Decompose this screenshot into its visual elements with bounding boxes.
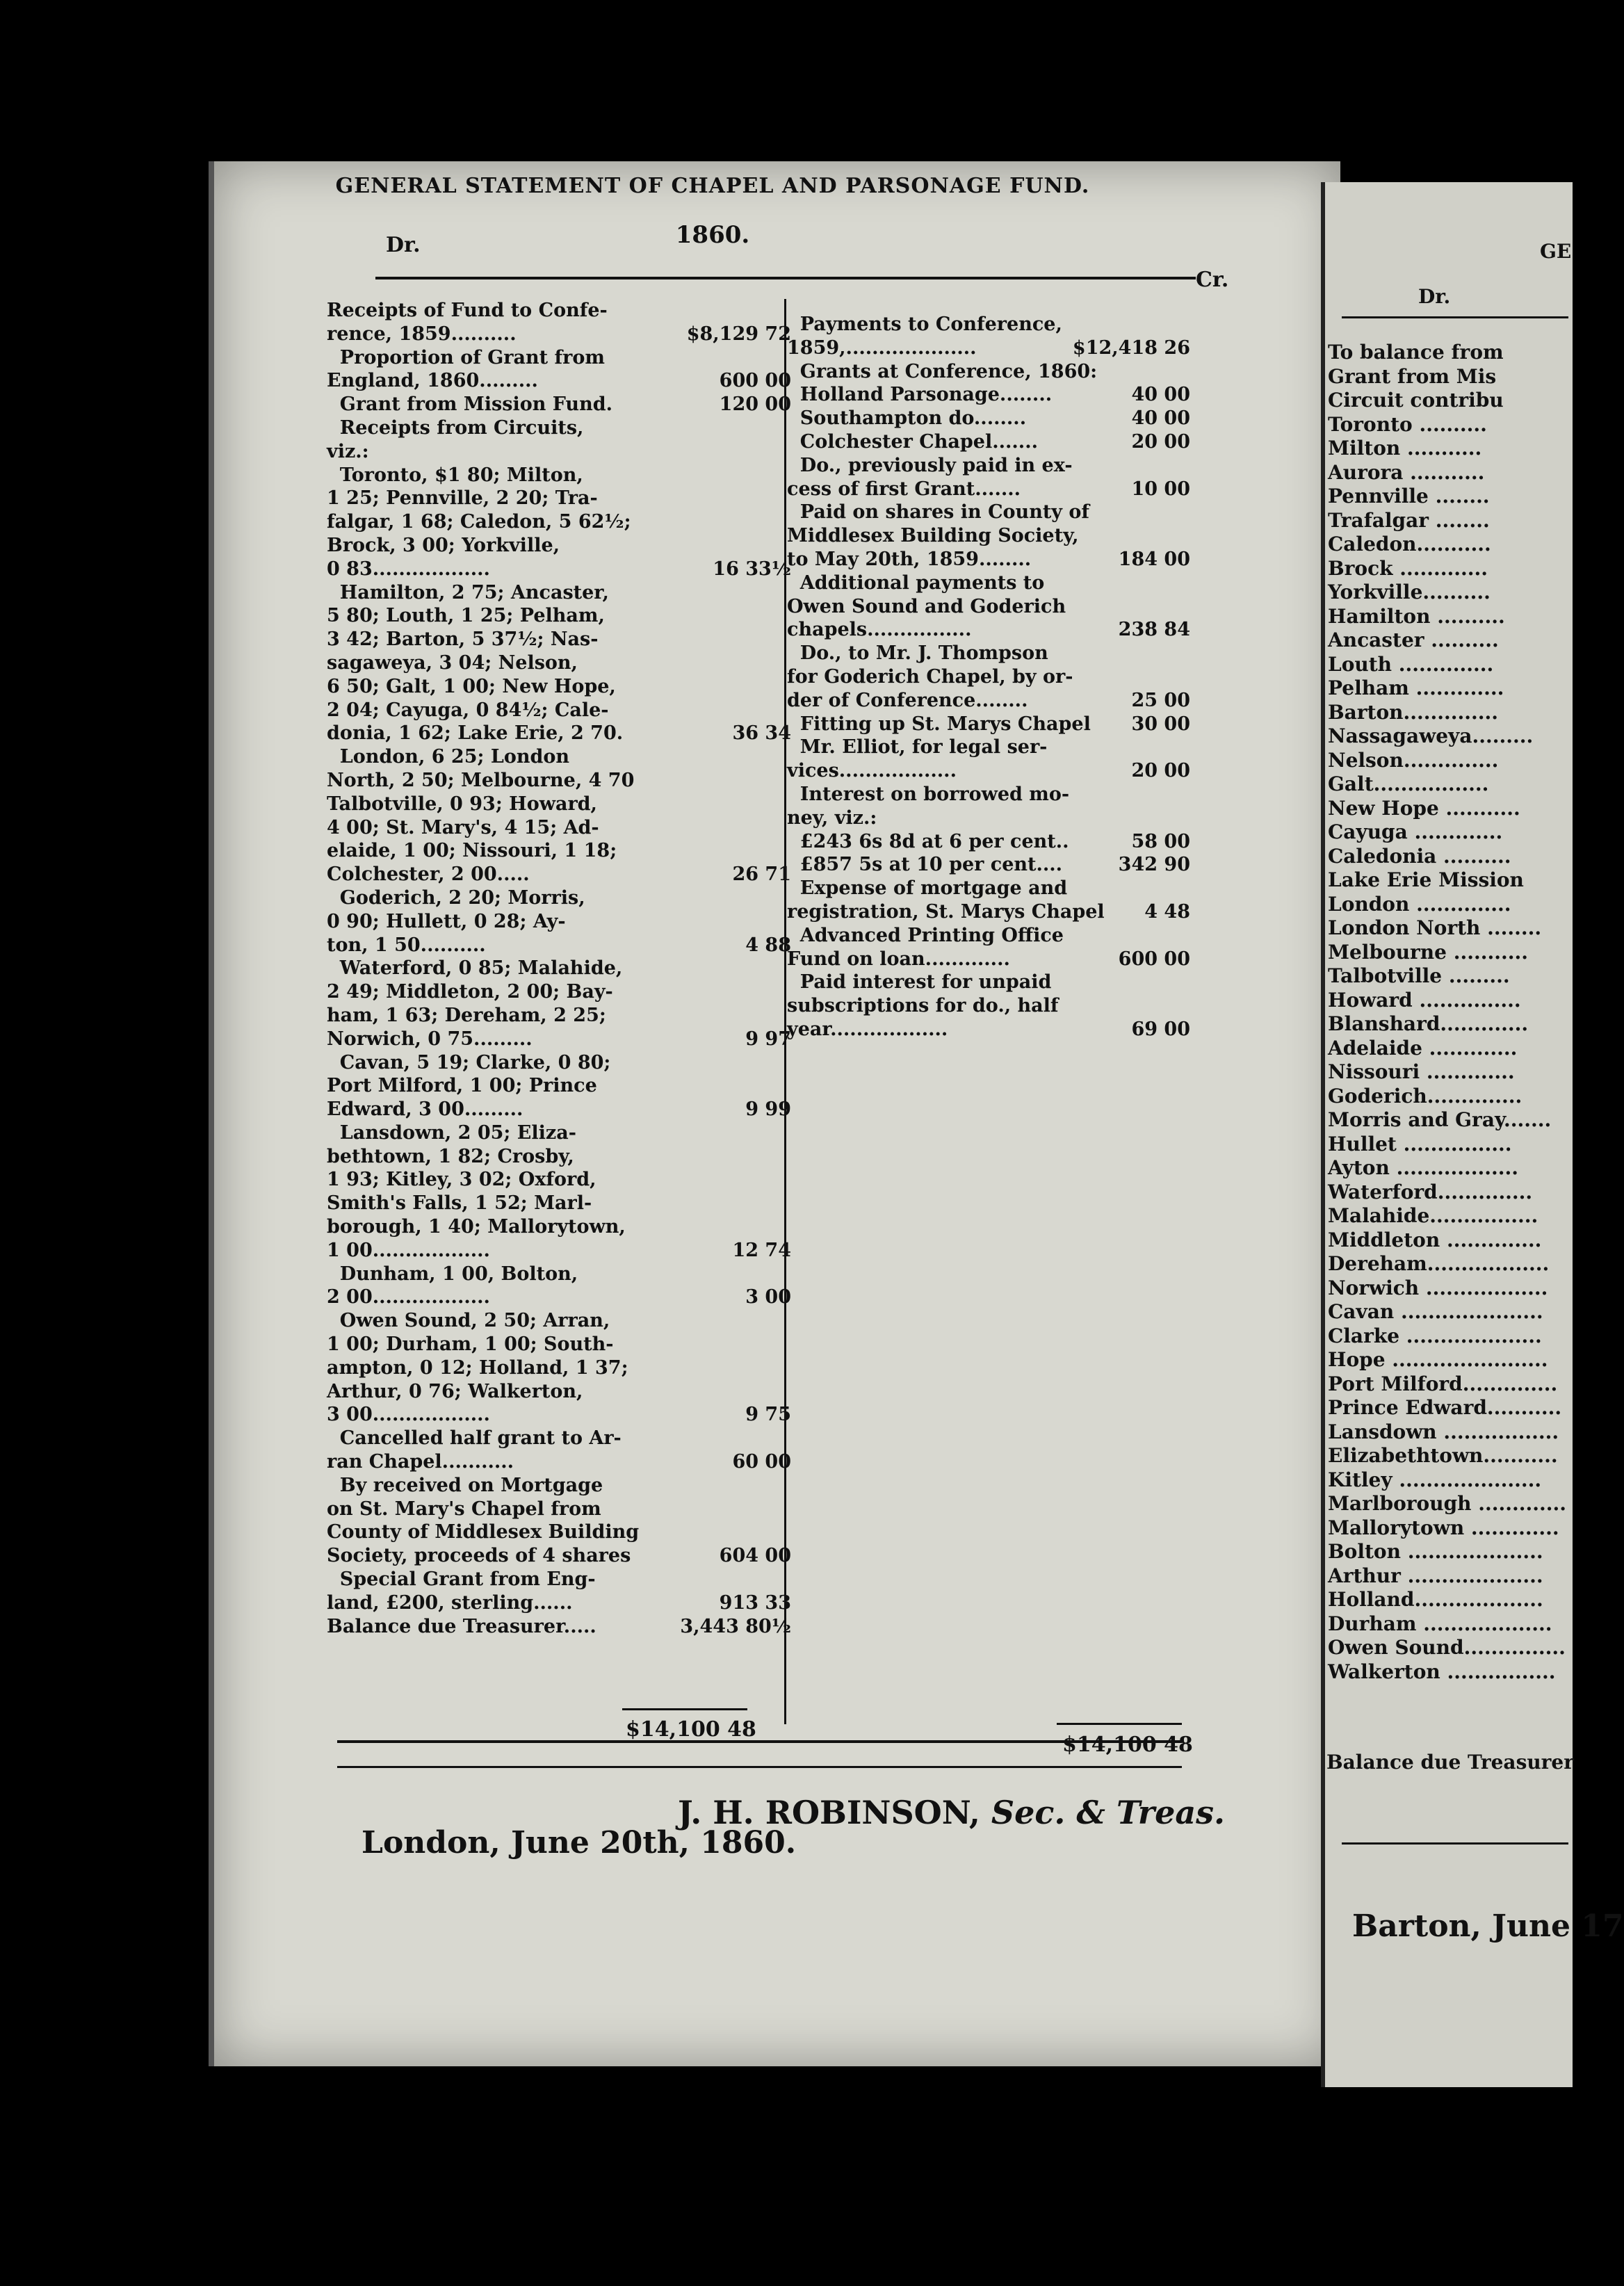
entry-text: Do., previously paid in ex- xyxy=(787,454,1073,476)
ledger-line xyxy=(327,1192,791,1215)
entry-text: year.................. xyxy=(787,1018,948,1040)
entry-amount: 3 00 xyxy=(745,1286,791,1308)
ledger-line xyxy=(327,299,791,323)
next-page-item: Pelham ............. xyxy=(1328,676,1504,699)
ledger-line xyxy=(327,1168,791,1192)
entry-text: Grants at Conference, 1860: xyxy=(787,360,1098,382)
next-page-item: Holland................... xyxy=(1328,1588,1543,1611)
ledger-line xyxy=(327,1098,791,1121)
entry-amount: 342 90 xyxy=(1118,854,1190,876)
entry-text: Receipts from Circuits, xyxy=(327,416,584,439)
entry-text: 3 00.................. xyxy=(327,1404,490,1426)
right-total-rule xyxy=(1057,1723,1182,1725)
ledger-line xyxy=(787,572,1190,595)
entry-amount: $12,418 26 xyxy=(1072,337,1190,359)
entry-text: Southampton do........ xyxy=(787,407,1027,430)
entry-text: ton, 1 50.......... xyxy=(327,934,486,956)
ledger-line xyxy=(787,313,1190,337)
entry-text: on St. Mary's Chapel from xyxy=(327,1498,601,1520)
ledger-line xyxy=(787,430,1190,454)
entry-text: Norwich, 0 75......... xyxy=(327,1028,533,1050)
ledger-line xyxy=(327,1521,791,1544)
entry-text: ampton, 0 12; Holland, 1 37; xyxy=(327,1356,628,1379)
ledger-line xyxy=(327,1356,791,1380)
ledger-line xyxy=(327,1333,791,1356)
ledger-line xyxy=(787,478,1190,501)
next-page-item: Milton ........... xyxy=(1328,437,1482,460)
entry-amount: 600 00 xyxy=(719,370,791,392)
entry-text: 0 90; Hullett, 0 28; Ay- xyxy=(327,910,566,932)
entry-text: Middlesex Building Society, xyxy=(787,525,1079,547)
ledger-line xyxy=(787,642,1190,665)
entry-text: Proportion of Grant from xyxy=(327,346,605,368)
ledger-line xyxy=(327,1309,791,1333)
ledger-line xyxy=(787,407,1190,430)
ledger-line xyxy=(327,510,791,534)
ledger-line xyxy=(327,1450,791,1474)
entry-text: London, 6 25; London xyxy=(327,746,570,768)
entry-text: Owen Sound, 2 50; Arran, xyxy=(327,1310,610,1332)
entry-amount: 238 84 xyxy=(1118,619,1190,641)
ledger-line xyxy=(787,830,1190,854)
ledger-line xyxy=(327,1544,791,1568)
next-page-item: Owen Sound............... xyxy=(1328,1636,1566,1659)
entry-amount: 40 00 xyxy=(1131,407,1190,430)
next-page-item: Middleton .............. xyxy=(1328,1228,1542,1251)
ledger-line xyxy=(787,454,1190,478)
ledger-line xyxy=(327,581,791,605)
next-page-item: Marlborough ............. xyxy=(1328,1492,1566,1515)
entry-text: der of Conference........ xyxy=(787,689,1028,711)
entry-amount: 4 48 xyxy=(1144,900,1190,923)
entry-text: Balance due Treasurer..... xyxy=(327,1615,596,1637)
ledger-line xyxy=(787,501,1190,524)
next-page-item: Caledon........... xyxy=(1328,533,1491,556)
next-page-item: Talbotville ......... xyxy=(1328,964,1510,987)
statement-year: 1860. xyxy=(675,221,750,249)
debit-label: Dr. xyxy=(386,233,421,257)
ledger-line xyxy=(327,886,791,910)
ledger-line xyxy=(327,1498,791,1521)
ledger-line xyxy=(787,524,1190,548)
entry-text: for Goderich Chapel, by or- xyxy=(787,665,1073,688)
entry-text: to May 20th, 1859........ xyxy=(787,548,1032,570)
ledger-line xyxy=(787,994,1190,1018)
credit-total: $14,100 48 xyxy=(1062,1733,1193,1757)
left-total-rule xyxy=(622,1708,747,1710)
ledger-line xyxy=(327,487,791,510)
ledger-line xyxy=(787,900,1190,924)
ledger-line xyxy=(327,957,791,980)
entry-text: Waterford, 0 85; Malahide, xyxy=(327,957,623,980)
entry-text: chapels................ xyxy=(787,619,972,641)
ledger-line xyxy=(327,1615,791,1639)
entry-amount: 3,443 80½ xyxy=(680,1615,791,1637)
ledger-line xyxy=(787,337,1190,360)
entry-amount: 4 88 xyxy=(745,934,791,956)
ledger-line xyxy=(327,628,791,651)
entry-text: ney, viz.: xyxy=(787,806,877,829)
ledger-line xyxy=(327,910,791,934)
next-page-item: London .............. xyxy=(1328,892,1511,916)
ledger-line xyxy=(327,346,791,370)
entry-text: Society, proceeds of 4 shares xyxy=(327,1545,631,1567)
entry-text: Fitting up St. Marys Chapel xyxy=(787,713,1091,735)
ledger-line xyxy=(787,595,1190,619)
ledger-line xyxy=(327,1051,791,1075)
entry-text: 0 83.................. xyxy=(327,558,490,580)
signature-title: Sec. & Treas. xyxy=(991,1794,1226,1831)
entry-text: 4 00; St. Mary's, 4 15; Ad- xyxy=(327,816,599,838)
entry-text: Smith's Falls, 1 52; Marl- xyxy=(327,1192,592,1215)
credit-column xyxy=(787,313,1190,1041)
next-page-item: Caledonia .......... xyxy=(1328,844,1511,868)
entry-text: viz.: xyxy=(327,440,369,462)
entry-text: Brock, 3 00; Yorkville, xyxy=(327,534,560,556)
entry-text: Colchester, 2 00..... xyxy=(327,864,530,886)
entry-amount: 9 99 xyxy=(745,1099,791,1121)
next-page-item: Grant from Mis xyxy=(1328,364,1497,388)
entry-text: Holland Parsonage........ xyxy=(787,384,1053,406)
entry-text: cess of first Grant....... xyxy=(787,478,1021,500)
entry-amount: 36 34 xyxy=(732,722,791,745)
next-page-item: New Hope ........... xyxy=(1328,796,1520,820)
entry-amount: 9 97 xyxy=(745,1028,791,1050)
entry-text: Payments to Conference, xyxy=(787,314,1062,335)
entry-text: Edward, 3 00......... xyxy=(327,1099,523,1121)
entry-text: Paid interest for unpaid xyxy=(787,971,1052,994)
next-page-item: Melbourne ........... xyxy=(1328,940,1528,964)
entry-text: rence, 1859.......... xyxy=(327,323,517,345)
entry-text: By received on Mortgage xyxy=(327,1474,603,1496)
entry-amount: 69 00 xyxy=(1131,1018,1190,1040)
entry-amount: 20 00 xyxy=(1131,760,1190,782)
ledger-line xyxy=(787,1018,1190,1041)
entry-text: Cavan, 5 19; Clarke, 0 80; xyxy=(327,1051,611,1073)
next-page-item: Toronto .......... xyxy=(1328,412,1487,436)
ledger-line xyxy=(787,783,1190,806)
entry-amount: 12 74 xyxy=(732,1239,791,1261)
entry-text: ham, 1 63; Dereham, 2 25; xyxy=(327,1004,606,1026)
entry-text: land, £200, sterling...... xyxy=(327,1591,573,1614)
next-page-item: Waterford.............. xyxy=(1328,1180,1533,1203)
next-page-item: Cayuga ............. xyxy=(1328,820,1503,843)
entry-text: Dunham, 1 00, Bolton, xyxy=(327,1263,578,1285)
ledger-line xyxy=(327,839,791,863)
ledger-line xyxy=(327,651,791,675)
entry-text: Mr. Elliot, for legal ser- xyxy=(787,736,1048,759)
ledger-line xyxy=(327,863,791,886)
ledger-line xyxy=(787,548,1190,572)
next-page-item: Walkerton ................ xyxy=(1328,1660,1556,1683)
next-page-item: Lansdown ................. xyxy=(1328,1420,1559,1443)
ledger-line xyxy=(327,980,791,1004)
next-page-item: Elizabethtown........... xyxy=(1328,1444,1558,1467)
next-page-item: Pennville ........ xyxy=(1328,485,1490,508)
ledger-line xyxy=(327,323,791,346)
next-page-item: Hamilton .......... xyxy=(1328,604,1505,628)
next-page-item: Kitley ..................... xyxy=(1328,1468,1542,1491)
entry-text: 1859,.................... xyxy=(787,337,977,359)
next-page-item: Nassagaweya......... xyxy=(1328,724,1534,747)
entry-text: 1 00; Durham, 1 00; South- xyxy=(327,1334,614,1356)
next-page-date: Barton, June 17 xyxy=(1352,1908,1624,1944)
next-page-item: To balance from xyxy=(1328,341,1504,364)
ledger-line xyxy=(787,736,1190,759)
entry-amount: 26 71 xyxy=(732,864,791,886)
ledger-line xyxy=(327,369,791,393)
entry-text: elaide, 1 00; Nissouri, 1 18; xyxy=(327,840,617,862)
next-page-item: Durham ................... xyxy=(1328,1612,1552,1635)
ledger-line xyxy=(327,1263,791,1286)
entry-text: Owen Sound and Goderich xyxy=(787,595,1066,617)
entry-text: £243 6s 8d at 6 per cent.. xyxy=(787,830,1069,852)
entry-amount: 16 33½ xyxy=(713,558,791,580)
ledger-line xyxy=(787,759,1190,783)
ledger-line xyxy=(327,1121,791,1145)
next-page-list xyxy=(1328,341,1568,1684)
entry-amount: $8,129 72 xyxy=(686,323,791,345)
entry-text: 2 04; Cayuga, 0 84½; Cale- xyxy=(327,699,609,721)
entry-text: Fund on loan............. xyxy=(787,948,1010,970)
next-page-item: Ayton .................. xyxy=(1328,1156,1519,1179)
next-page-item: Port Milford.............. xyxy=(1328,1372,1558,1395)
entry-text: Expense of mortgage and xyxy=(787,877,1068,900)
entry-text: 1 93; Kitley, 3 02; Oxford, xyxy=(327,1169,596,1191)
next-page-item: Hullet ................ xyxy=(1328,1132,1512,1156)
entry-amount: 10 00 xyxy=(1131,478,1190,500)
next-page-item: Trafalgar ........ xyxy=(1328,508,1490,532)
next-page-item: Galt................. xyxy=(1328,772,1489,795)
next-page-item: Barton.............. xyxy=(1328,700,1498,724)
next-page-item: Aurora ........... xyxy=(1328,460,1485,484)
ledger-line xyxy=(327,1145,791,1169)
entry-text: Receipts of Fund to Confe- xyxy=(327,300,608,321)
entry-amount: 40 00 xyxy=(1131,384,1190,406)
next-page-item: Prince Edward........... xyxy=(1328,1396,1562,1419)
entry-text: sagaweya, 3 04; Nelson, xyxy=(327,651,578,674)
next-page-item: Hope ....................... xyxy=(1328,1348,1548,1371)
ledger-line xyxy=(327,416,791,440)
debit-total: $14,100 48 xyxy=(626,1717,756,1742)
ledger-line xyxy=(327,1239,791,1263)
next-page-debit-label: Dr. xyxy=(1418,285,1451,308)
ledger-line xyxy=(327,1028,791,1051)
entry-amount: 604 00 xyxy=(719,1545,791,1567)
next-page-item: Norwich .................. xyxy=(1328,1276,1548,1299)
next-page-balance: Balance due Treasurer xyxy=(1326,1751,1575,1774)
entry-text: 2 49; Middleton, 2 00; Bay- xyxy=(327,981,613,1003)
next-page-item: Nissouri ............. xyxy=(1328,1060,1515,1083)
ledger-line xyxy=(787,713,1190,736)
ledger-line xyxy=(327,1474,791,1498)
ledger-line xyxy=(787,806,1190,830)
next-page-item: Ancaster .......... xyxy=(1328,629,1499,651)
next-page-footer-rule xyxy=(1342,1842,1568,1845)
next-page-item: Blanshard............. xyxy=(1328,1012,1529,1035)
ledger-line xyxy=(327,1403,791,1427)
footer-rule xyxy=(337,1740,1182,1743)
entry-text: vices.................. xyxy=(787,760,957,782)
entry-text: Hamilton, 2 75; Ancaster, xyxy=(327,581,609,603)
ledger-line xyxy=(327,699,791,722)
ledger-line xyxy=(327,1427,791,1450)
ledger-line xyxy=(327,675,791,699)
entry-text: falgar, 1 68; Caledon, 5 62½; xyxy=(327,511,631,533)
ledger-line xyxy=(327,745,791,769)
next-page-item: Brock ............. xyxy=(1328,556,1488,580)
entry-amount: 60 00 xyxy=(732,1451,791,1473)
ledger-line xyxy=(787,971,1190,994)
entry-amount: 600 00 xyxy=(1118,948,1190,970)
next-page-item: Howard ............... xyxy=(1328,988,1521,1012)
ledger-line xyxy=(327,769,791,793)
next-page-item: Mallorytown ............. xyxy=(1328,1516,1559,1539)
next-page-item: Arthur .................... xyxy=(1328,1564,1543,1587)
entry-amount: 184 00 xyxy=(1118,548,1190,570)
ledger-line xyxy=(787,853,1190,877)
debit-column xyxy=(327,299,791,1638)
ledger-line xyxy=(327,1591,791,1615)
next-page-item: Morris and Gray....... xyxy=(1328,1108,1552,1131)
ledger-line xyxy=(327,816,791,840)
entry-text: 5 80; Louth, 1 25; Pelham, xyxy=(327,605,605,627)
entry-text: Paid on shares in County of xyxy=(787,501,1090,524)
header-rule xyxy=(375,277,1196,279)
next-page-item: Malahide................ xyxy=(1328,1204,1538,1227)
signature-name: J. H. ROBINSON, xyxy=(678,1794,980,1831)
ledger-line xyxy=(787,689,1190,713)
entry-amount: 120 00 xyxy=(719,394,791,416)
entry-text: donia, 1 62; Lake Erie, 2 70. xyxy=(327,722,624,745)
next-page-item: Circuit contribu xyxy=(1328,389,1504,412)
next-page-item: Yorkville.......... xyxy=(1328,581,1491,603)
ledger-line xyxy=(327,1286,791,1309)
entry-amount: 9 75 xyxy=(745,1404,791,1426)
entry-text: County of Middlesex Building xyxy=(327,1521,640,1543)
entry-text: Additional payments to xyxy=(787,572,1045,594)
entry-amount: 25 00 xyxy=(1131,689,1190,711)
entry-text: Toronto, $1 80; Milton, xyxy=(327,464,583,486)
ledger-line xyxy=(787,383,1190,407)
credit-label: Cr. xyxy=(1196,268,1229,292)
entry-text: Arthur, 0 76; Walkerton, xyxy=(327,1380,583,1402)
entry-text: Port Milford, 1 00; Prince xyxy=(327,1075,597,1097)
ledger-line xyxy=(787,618,1190,642)
ledger-line xyxy=(327,440,791,464)
statement-title: GENERAL STATEMENT OF CHAPEL AND PARSONAGE FUND. xyxy=(335,174,1090,198)
date-line: London, June 20th, 1860. xyxy=(362,1825,797,1861)
entry-text: registration, St. Marys Chapel xyxy=(787,900,1105,923)
entry-text: 2 00.................. xyxy=(327,1286,490,1308)
ledger-line xyxy=(327,934,791,957)
ledger-line xyxy=(787,360,1190,384)
entry-text: 6 50; Galt, 1 00; New Hope, xyxy=(327,675,616,697)
ledger-line xyxy=(327,722,791,745)
entry-text: 1 25; Pennville, 2 20; Tra- xyxy=(327,487,598,510)
entry-text: Advanced Printing Office xyxy=(787,924,1064,946)
next-page-item: Goderich.............. xyxy=(1328,1084,1522,1108)
entry-text: Goderich, 2 20; Morris, xyxy=(327,886,585,909)
ledger-line xyxy=(327,464,791,487)
next-page-item: Clarke .................... xyxy=(1328,1324,1542,1347)
next-page-item: Lake Erie Mission xyxy=(1328,868,1524,891)
next-page-item: Nelson.............. xyxy=(1328,748,1499,772)
entry-text: Special Grant from Eng- xyxy=(327,1568,596,1591)
ledger-line xyxy=(327,393,791,416)
entry-text: Interest on borrowed mo- xyxy=(787,783,1070,805)
next-page-item: London North ........ xyxy=(1328,916,1542,939)
ledger-line xyxy=(327,1004,791,1028)
ledger-line xyxy=(327,1215,791,1239)
ledger-line xyxy=(327,1568,791,1591)
ledger-line xyxy=(327,1074,791,1098)
ledger-line xyxy=(787,924,1190,948)
ledger-line xyxy=(787,877,1190,900)
entry-amount: 913 33 xyxy=(719,1591,791,1614)
ledger-line xyxy=(787,665,1190,689)
entry-text: borough, 1 40; Mallorytown, xyxy=(327,1216,626,1238)
next-page-header-fragment: GE xyxy=(1540,240,1572,263)
entry-amount: 20 00 xyxy=(1131,430,1190,453)
entry-amount: 58 00 xyxy=(1131,830,1190,852)
next-page-item: Dereham.................. xyxy=(1328,1252,1550,1275)
entry-text: 1 00.................. xyxy=(327,1239,490,1261)
entry-text: 3 42; Barton, 5 37½; Nas- xyxy=(327,629,599,651)
entry-text: Talbotville, 0 93; Howard, xyxy=(327,793,597,815)
ledger-line xyxy=(327,604,791,628)
next-page-rule xyxy=(1342,316,1568,318)
entry-text: subscriptions for do., half xyxy=(787,995,1059,1017)
ledger-line xyxy=(327,1380,791,1404)
entry-text: North, 2 50; Melbourne, 4 70 xyxy=(327,769,635,791)
footer-rule-2 xyxy=(337,1766,1182,1768)
ledger-line xyxy=(787,948,1190,971)
next-page-item: Adelaide ............. xyxy=(1328,1036,1518,1060)
next-page-item: Bolton .................... xyxy=(1328,1540,1543,1563)
entry-text: Cancelled half grant to Ar- xyxy=(327,1427,622,1450)
ledger-line xyxy=(327,793,791,816)
ledger-line xyxy=(327,534,791,558)
entry-text: Colchester Chapel....... xyxy=(787,430,1039,453)
entry-text: Grant from Mission Fund. xyxy=(327,394,612,416)
entry-text: bethtown, 1 82; Crosby, xyxy=(327,1145,574,1167)
next-page-item: Louth .............. xyxy=(1328,652,1494,676)
next-page-item: Cavan ..................... xyxy=(1328,1300,1543,1323)
entry-text: England, 1860......... xyxy=(327,370,538,392)
entry-amount: 30 00 xyxy=(1131,713,1190,735)
entry-text: £857 5s at 10 per cent.... xyxy=(787,854,1063,876)
entry-text: Lansdown, 2 05; Eliza- xyxy=(327,1121,576,1144)
entry-text: ran Chapel........... xyxy=(327,1451,514,1473)
ledger-line xyxy=(327,558,791,581)
entry-text: Do., to Mr. J. Thompson xyxy=(787,642,1048,665)
